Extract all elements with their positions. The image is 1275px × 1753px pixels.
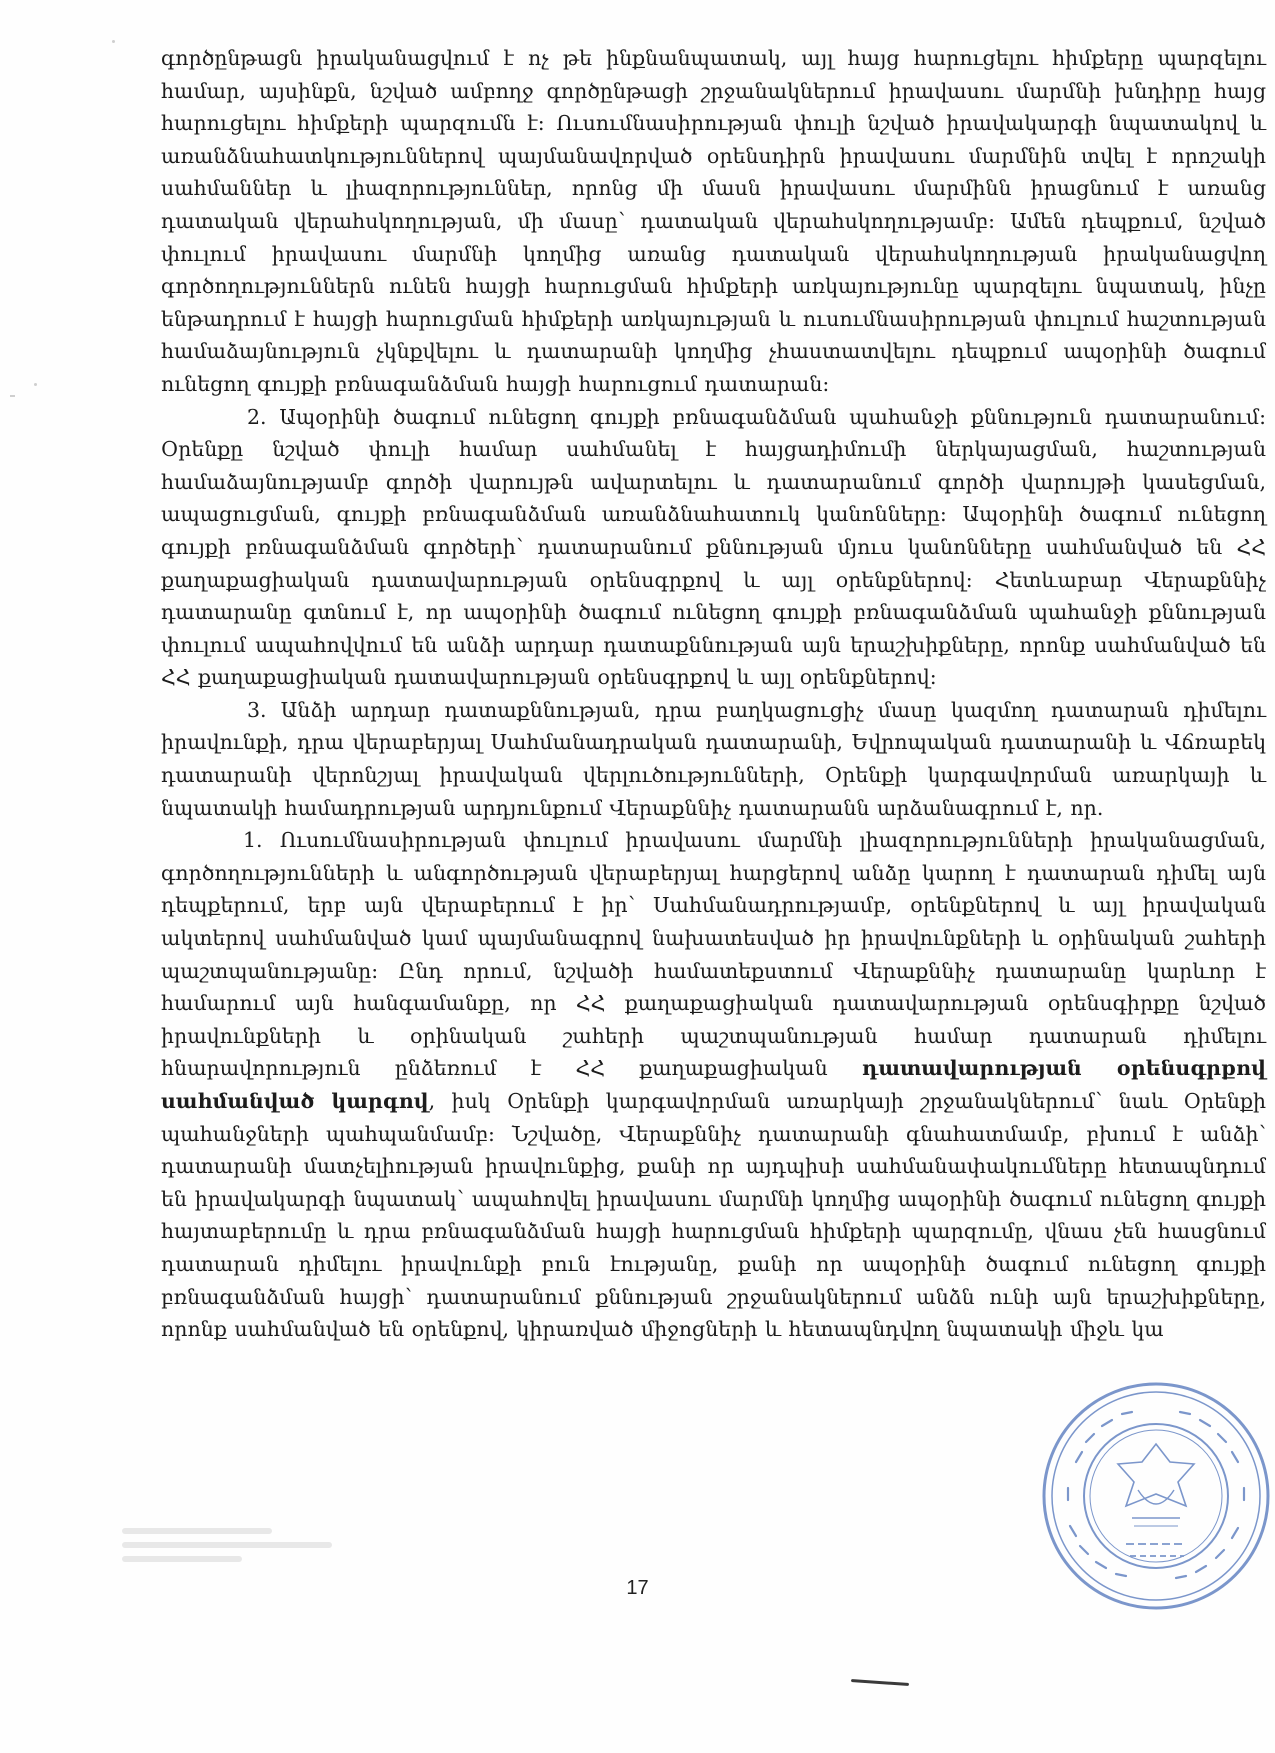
subpoint-1-text: 1. Ուսումնասիրության փուլում իրավասու մարմնի լիազորությունների իրականացման, գործողությունների և անգործության վերաբերյալ հարցերով անձը կարող է դատարան դիմել այն դեպքերում, երբ այն վերաբերում է իր՝ Սահմանադրությամբ, օրենքներով և այլ իրավական ակտերով սահմանված կամ պայմանագրով նախատեսված իր իրավունքների և օրինական շահերի պաշտպանությանը: Ընդ որում, նշվածի համատեքստում Վերաքննիչ դատարանը կարևոր է համարում այն հանգամանքը, որ ՀՀ քաղաքացիական դատավարության օրենսգիրքը նշված իրավունքների և օրինական շահերի պաշտպանության համար դատարան դիմելու հնարավորություն ընձեռում է ՀՀ քաղաքացիական — [161, 828, 1266, 1081]
paragraph-intro: գործընթացն իրականացվում է ոչ թե ինքնանպատակ, այլ հայց հարուցելու հիմքերը պարզելու համար, այսինքն, նշված ամբողջ գործընթացի շրջանակներում իրավասու մարմնի խնդիրը հայց հարուցելու հիմքերի պարզումն է: Ուսումնասիրության փուլի նշված իրավակարգի նպատակով և առանձնահատկություններով պայմանավորված օրենսդիրն իրավասու մարմնին տվել է որոշակի սահմաններ և լիազորություններ, որոնց մի մասն իրավասու մարմինն իրացնում է առանց դատական վերահսկողության, մի մասը՝ դատական վերահսկողությամբ: Ամեն դեպքում, նշված փուլում իրավասու մարմնի կողմից առանց դատական վերահսկողության իրականացվող գործողություններն ունեն հայցի հարուցման հիմքերի առկայությունը պարզելու նպատակ, ինչը ենթադրում է հայցի հարուցման հիմքերի առկայության և ուսումնասիրության փուլում հաշտության համաձայնություն չկնքվելու և դատարանի կողմից չհաստատվելու դեպքում ապօրինի ծագում ունեցող գույքի բռնագանձման հայցի հարուցում դատարան: — [161, 46, 1266, 396]
paragraph-subpoint-1 — [161, 824, 1266, 1346]
scan-dot — [34, 383, 37, 386]
paragraph-point-3: 3. Անձի արդար դատաքննության, դրա բաղկացուցիչ մասը կազմող դատարան դիմելու իրավունքի, դրա վերաբերյալ Սահմանադրական դատարանի, Եվրոպական դատարանի և Վճռաբեկ դատարանի վերոնշյալ իրավական վերլուծությունների, Օրենքի կարգավորման առարկայի և նպատակի համադրության արդյունքում Վերաքննիչ դատարանն արձանագրում է, որ. — [161, 697, 1266, 820]
pen-stroke — [851, 1679, 909, 1686]
document-body — [161, 42, 1266, 1346]
page-number: 17 — [626, 1577, 649, 1599]
seal-icon — [1044, 1384, 1268, 1608]
scan-dot — [112, 40, 115, 43]
subpoint-1-continuation: , իսկ Օրենքի կարգավորման առարկայի շրջանակներում՝ նաև Օրենքի պահանջների պահպանմամբ: Նշվածը, Վերաքննիչ դատարանի գնահատմամբ, բխում է անձի՝ դատարանի մատչելիության իրավունքից, քանի որ այդպիսի սահմանափակումները հետապնդում են իրավակարգի նպատակ՝ ապահովել իրավասու մարմնի կողմից ապօրինի ծագում ունեցող գույքի հայտաբերումը և դրա բռնագանձման հայցի հարուցման հիմքերի պարզումը, վնաս չեն հասցնում դատարան դիմելու իրավունքի բուն էությանը, քանի որ ապօրինի ծագում ունեցող գույքի բռնագանձման հայցի՝ դատարանում քննության շրջանակներում անձն ունի այն երաշխիքները, որոնք սահմանված են օրենքով, կիրառված միջոցների և հետապնդվող նպատակի միջև կա — [161, 1089, 1266, 1342]
subpoint-1-bold-phrase: դատավարության օրենսգրքով սահմանված կարգով — [161, 1056, 1266, 1113]
official-seal — [1038, 1378, 1274, 1614]
paragraph-point-2: 2. Ապօրինի ծագում ունեցող գույքի բռնագանձման պահանջի քննություն դատարանում: Օրենքը նշված փուլի համար սահմանել է հայցադիմումի ներկայացման, հաշտության համաձայնությամբ գործի վարույթն ավարտելու և դատարանում գործի վարույթի կասեցման, ապացուցման, գույքի բռնագանձման առանձնահատուկ կանոնները: Ապօրինի ծագում ունեցող գույքի բռնագանձման գործերի՝ դատարանում քննության մյուս կանոնները սահմանված են ՀՀ քաղաքացիական դատավարության օրենսգրքով և այլ օրենքներով: Հետևաբար Վերաքննիչ դատարանը գտնում է, որ ապօրինի ծագում ունեցող գույքի բռնագանձման պահանջի քննության փուլում ապահովվում են անձի արդար դատաքննության այն երաշխիքները, որոնք սահմանված են ՀՀ քաղաքացիական դատավարության օրենսգրքով և այլ օրենքներով: — [161, 404, 1266, 690]
scan-dot — [10, 395, 15, 397]
